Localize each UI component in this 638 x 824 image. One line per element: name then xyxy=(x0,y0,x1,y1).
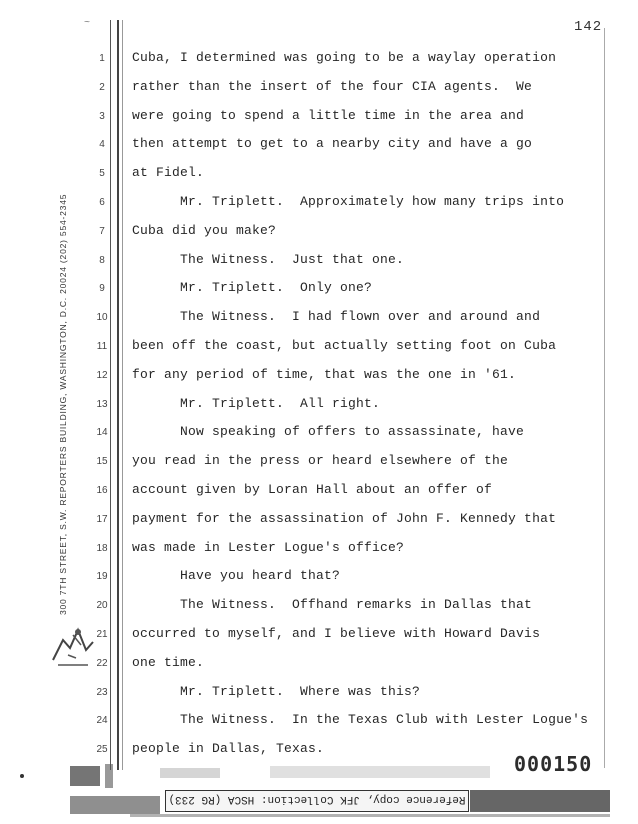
line-number: 13 xyxy=(96,398,108,410)
transcript-line: were going to spend a little time in the area and xyxy=(132,107,525,123)
document-stamp-number: 000150 xyxy=(514,752,593,776)
line-number: 22 xyxy=(96,657,108,669)
transcript-line: at Fidel. xyxy=(132,165,205,181)
reference-bar xyxy=(165,790,469,812)
line-number: 16 xyxy=(96,485,108,496)
line-number: 20 xyxy=(96,600,108,612)
left-margin-rule-faint xyxy=(122,20,123,770)
transcript-line: occurred to myself, and I believe with Howard Davis xyxy=(132,626,541,641)
line-number: 12 xyxy=(96,369,108,381)
transcript-line: The Witness. Offhand remarks in Dallas that xyxy=(132,597,533,613)
transcript-line: Mr. Triplett. Where was this? xyxy=(132,683,421,699)
margin-mark: ~ xyxy=(84,18,91,29)
line-number: 15 xyxy=(96,456,108,468)
transcript-line: The Witness. Just that one. xyxy=(132,251,405,267)
transcript-line: Mr. Triplett. Approximately how many trips into xyxy=(132,194,565,209)
transcript-line: rather than the insert of the four CIA agents. We xyxy=(132,78,533,94)
transcript-line: The Witness. I had flown over and around and xyxy=(132,309,541,325)
reporter-logo-icon xyxy=(48,620,98,670)
left-margin-rule-double xyxy=(117,20,119,770)
line-number: 6 xyxy=(99,197,105,208)
line-number: 10 xyxy=(96,312,108,324)
left-margin-rule xyxy=(110,20,111,770)
line-number: 24 xyxy=(96,715,108,727)
transcript-line: one time. xyxy=(132,654,205,670)
transcript-line: Now speaking of offers to assassinate, have xyxy=(132,424,525,440)
line-number: 25 xyxy=(96,744,108,756)
transcript-line: was made in Lester Logue's office? xyxy=(132,539,405,555)
margin-dot xyxy=(20,774,24,778)
reference-text: Reference copy, JFK Collection: HSCA (RG 233) xyxy=(168,793,466,805)
line-number: 17 xyxy=(96,513,108,525)
transcript-line: payment for the assassination of John F. Kennedy that xyxy=(132,510,557,526)
line-number: 23 xyxy=(96,686,108,698)
transcript-line: account given by Loran Hall about an offer of xyxy=(132,482,493,497)
line-number: 19 xyxy=(96,571,108,583)
line-number: 2 xyxy=(99,81,105,93)
transcript-line: been off the coast, but actually setting foot on Cuba xyxy=(132,338,557,353)
line-number: 1 xyxy=(99,53,105,64)
line-number: 18 xyxy=(96,542,108,554)
line-number: 5 xyxy=(99,168,105,180)
transcript-line: then attempt to get to a nearby city and have a go xyxy=(132,136,533,152)
line-number: 4 xyxy=(99,139,105,151)
transcript-line: Cuba did you make? xyxy=(132,222,277,238)
page-number: 142 xyxy=(574,19,603,35)
line-number: 7 xyxy=(99,225,105,237)
line-number: 14 xyxy=(96,427,108,439)
right-margin-rule xyxy=(604,28,605,768)
transcript-line: for any period of time, that was the one in '61. xyxy=(132,366,517,382)
line-number: 8 xyxy=(99,254,105,266)
line-number: 9 xyxy=(99,283,105,295)
transcript-line: Cuba, I determined was going to be a waylay operation xyxy=(132,50,557,65)
transcript-line: Mr. Triplett. Only one? xyxy=(132,280,373,296)
transcript-line: Have you heard that? xyxy=(132,568,341,584)
line-number: 3 xyxy=(99,110,105,122)
transcript-line: you read in the press or heard elsewhere of the xyxy=(132,453,509,469)
line-number: 21 xyxy=(96,629,108,640)
reporter-address: 300 7TH STREET, S.W. REPORTERS BUILDING, WASHINGTON, D.C. 20024 (202) 554-2345 xyxy=(58,193,68,615)
transcript-line: The Witness. In the Texas Club with Lester Logue's xyxy=(132,712,589,728)
transcript-line: people in Dallas, Texas. xyxy=(132,741,325,757)
transcript-line: Mr. Triplett. All right. xyxy=(132,395,381,411)
line-number: 11 xyxy=(96,341,108,352)
